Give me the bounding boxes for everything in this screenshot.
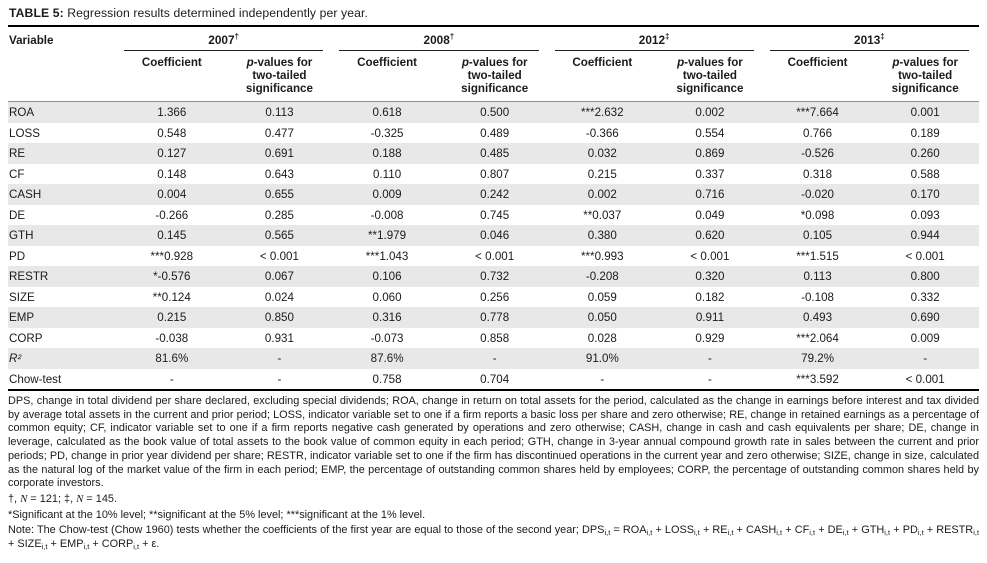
value-cell: 0.690 (910, 311, 940, 324)
value-cell: 0.148 (157, 167, 187, 181)
variable-label: EMP (9, 311, 35, 324)
table-row (8, 266, 979, 287)
double-dagger-mark: ‡ (665, 32, 670, 42)
value-cell: -0.366 (585, 126, 619, 140)
value-cell: 0.732 (480, 270, 510, 283)
value-cell: 0.380 (587, 229, 617, 242)
value-cell: 0.800 (910, 270, 940, 283)
value-cell: 1.366 (157, 106, 187, 119)
variable-label: SIZE (9, 290, 35, 304)
value-cell: 0.318 (803, 167, 833, 181)
variable-label: CF (9, 167, 25, 181)
table-row (8, 123, 979, 144)
value-cell: 0.766 (803, 126, 833, 140)
column-header-coefficient: Coefficient (549, 51, 657, 102)
value-cell: 0.618 (372, 106, 402, 119)
column-header-coefficient: Coefficient (333, 51, 441, 102)
value-cell: 0.850 (264, 311, 294, 324)
value-cell: ***0.993 (581, 249, 624, 263)
year-label: 2007 (208, 33, 235, 47)
value-cell: < 0.001 (690, 249, 730, 263)
value-cell: 0.691 (264, 147, 294, 160)
value-cell: 0.620 (695, 229, 725, 242)
value-cell: 0.032 (587, 147, 617, 160)
value-cell: 0.028 (587, 331, 617, 345)
value-cell: - (492, 352, 497, 365)
value-cell: -0.325 (370, 126, 404, 140)
value-cell: ***3.592 (764, 369, 872, 391)
value-cell: 0.215 (587, 167, 617, 181)
value-cell: 0.643 (264, 167, 294, 181)
value-cell: - (923, 352, 928, 365)
value-cell: 0.113 (803, 270, 832, 283)
value-cell: 0.332 (910, 290, 940, 304)
value-cell: 0.105 (803, 229, 833, 242)
table-row (8, 143, 979, 164)
double-dagger-mark: ‡ (880, 32, 885, 42)
value-cell: 0.704 (441, 369, 549, 391)
year-group-2012 (549, 27, 764, 51)
value-cell: - (226, 369, 334, 391)
value-cell: 0.256 (480, 290, 510, 304)
table-footnotes (8, 391, 979, 552)
table-body (8, 102, 979, 391)
value-cell: 0.260 (910, 147, 940, 160)
value-cell: < 0.001 (905, 249, 945, 263)
regression-formula: $DPS_{i,t} = ROA_{i,t}$ + $LOSS_{i,t} + RE_{i,t}$ + $CASH_{i,t} + CF_{i,t} + DE_{i,t} + GTH_{i,t} + PD_{i,t}$ + $RESTR_{i,t}$ + $SIZE_{i,t} + EMP_{i,t}$ + $CORP_{i,t} + \varepsilon$. (8, 524, 980, 552)
year-label: 2012 (638, 33, 666, 47)
value-cell: -0.108 (801, 290, 834, 304)
value-cell: - (549, 369, 657, 391)
value-cell: 0.050 (587, 311, 617, 324)
column-header-coefficient: Coefficient (764, 51, 872, 102)
value-cell: 0.778 (480, 311, 510, 324)
value-cell: 0.931 (264, 331, 294, 345)
footnote-significance-levels: *Significant at the 10% level; **significant at the 5% level; ***significant at the 1% level. (8, 508, 426, 521)
table-number-label: TABLE 5: (9, 6, 64, 20)
value-cell: **1.979 (368, 229, 407, 242)
value-cell: ***7.664 (796, 106, 839, 119)
value-cell: *-0.576 (153, 270, 191, 283)
variable-label: PD (9, 249, 26, 263)
value-cell: ***2.064 (796, 331, 839, 345)
column-header-pvalues: p-values for two-tailed significance (656, 51, 764, 102)
value-cell: 0.215 (157, 311, 187, 324)
value-cell: 0.002 (695, 106, 725, 119)
value-cell: 0.182 (695, 290, 725, 304)
regression-results-table (8, 27, 979, 391)
table-row (8, 184, 979, 205)
year-label: 2008 (423, 33, 450, 47)
value-cell: 0.858 (480, 331, 510, 345)
table-row (8, 287, 979, 308)
value-cell: 0.242 (480, 188, 510, 201)
value-cell: -0.008 (370, 208, 404, 222)
year-label: 2013 (854, 33, 881, 47)
value-cell: 0.745 (480, 208, 510, 222)
value-cell: 0.316 (372, 311, 402, 324)
value-cell: 0.004 (157, 188, 187, 201)
value-cell: 0.911 (695, 311, 725, 324)
value-cell: 0.944 (910, 229, 940, 242)
value-cell: 0.477 (264, 126, 294, 140)
value-cell: 0.588 (910, 167, 940, 181)
value-cell: 81.6% (155, 352, 189, 365)
value-cell: - (708, 352, 712, 365)
value-cell: ***0.928 (150, 249, 194, 263)
variable-label: R² (9, 352, 22, 365)
year-header-row (8, 27, 979, 51)
value-cell: - (277, 352, 282, 365)
value-cell: 91.0% (585, 352, 619, 365)
value-cell: 0.001 (910, 106, 940, 119)
footnote-chow-note: Note: The Chow-test (Chow 1960) tests whether the coefficients of the first year are equal to those of the second year; $DPS_{i,t} = ROA_{i,t}$ + $LOSS_{i,t} + RE_{i,t}$ + $CASH_{i,t} + CF_{i,t} + DE_{i,t} + GTH_{i,t} + PD_{i,t}$ + $RESTR_{i,t}$ + $SIZE_{i,t} + EMP_{i,t}$ + $CORP_{i,t} + \varepsilon$. (8, 524, 980, 552)
year-group-2007 (118, 27, 333, 51)
value-cell: -0.208 (585, 270, 619, 283)
year-group-2013 (764, 27, 979, 51)
value-cell: 0.758 (333, 369, 441, 391)
column-header-variable: Variable (8, 27, 118, 102)
value-cell: 0.049 (695, 208, 725, 222)
table-row (8, 369, 979, 391)
value-cell: -0.526 (801, 147, 834, 160)
value-cell: -0.020 (801, 188, 834, 201)
value-cell: 0.170 (910, 188, 940, 201)
variable-label: LOSS (9, 126, 40, 140)
table-row (8, 328, 979, 349)
value-cell: 0.093 (910, 208, 940, 222)
table-row (8, 102, 979, 123)
value-cell: 0.110 (372, 167, 402, 181)
value-cell: 0.285 (264, 208, 294, 222)
variable-label: DE (9, 208, 26, 222)
value-cell: 0.493 (803, 311, 833, 324)
variable-label: ROA (9, 106, 35, 119)
table-row (8, 246, 979, 267)
value-cell: - (118, 369, 226, 391)
value-cell: -0.038 (155, 331, 189, 345)
value-cell: 0.807 (480, 167, 510, 181)
value-cell: 79.2% (801, 352, 834, 365)
variable-label: GTH (9, 229, 34, 242)
variable-label: RE (9, 147, 26, 160)
value-cell: 0.554 (695, 126, 725, 140)
value-cell: < 0.001 (871, 369, 979, 391)
value-cell: - (656, 369, 764, 391)
value-cell: -0.266 (155, 208, 189, 222)
variable-label: CORP (9, 331, 43, 345)
n-symbol: N (20, 492, 28, 505)
year-group-2008 (333, 27, 548, 51)
table-title (8, 0, 979, 27)
column-header-pvalues: p-values for two-tailed significance (441, 51, 549, 102)
value-cell: 0.565 (264, 229, 294, 242)
table-row (8, 307, 979, 328)
value-cell: 0.059 (587, 290, 617, 304)
table-row (8, 205, 979, 226)
value-cell: 0.485 (480, 147, 510, 160)
value-cell: 0.024 (264, 290, 294, 304)
value-cell: 0.188 (372, 147, 402, 160)
value-cell: < 0.001 (475, 249, 515, 263)
value-cell: 0.046 (480, 229, 510, 242)
column-header-coefficient: Coefficient (118, 51, 226, 102)
table-row (8, 348, 979, 369)
value-cell: 0.320 (695, 270, 725, 283)
table-title-text: Regression results determined independently per year. (67, 6, 368, 20)
variable-label: CASH (9, 188, 42, 201)
table-row (8, 225, 979, 246)
value-cell: 0.009 (372, 188, 402, 201)
value-cell: -0.073 (370, 331, 404, 345)
value-cell: 0.716 (695, 188, 725, 201)
value-cell: 0.189 (910, 126, 940, 140)
column-header-pvalues: p-values for two-tailed significance (226, 51, 334, 102)
value-cell: 0.002 (587, 188, 617, 201)
value-cell: 0.500 (480, 106, 510, 119)
value-cell: 0.929 (695, 331, 725, 345)
value-cell: 87.6% (370, 352, 404, 365)
footnote-sample-sizes: †, N = 121; ‡, N = 145. (8, 492, 117, 505)
value-cell: **0.037 (583, 208, 622, 222)
dagger-mark: † (449, 32, 455, 42)
value-cell: 0.548 (157, 126, 187, 140)
value-cell: 0.060 (372, 290, 402, 304)
value-cell: 0.869 (695, 147, 725, 160)
value-cell: 0.127 (157, 147, 187, 160)
value-cell: ***1.515 (796, 249, 839, 263)
subheader-row (8, 51, 979, 102)
value-cell: 0.655 (264, 188, 294, 201)
table-row (8, 164, 979, 185)
value-cell: 0.489 (480, 126, 510, 140)
footnote-variable-definitions: DPS, change in total dividend per share declared, excluding special dividends; ROA, change in return on total assets for the period, calculated as the change in earnings before interest and tax divided by average total assets in the current and prior period; LOSS, indicator variable set to one if a firm reports a basic loss per share and zero otherwise; RE, change in retained earnings as a percentage of common equity; CF, indicator variable set to one if a firm reports negative cash generated by operations and zero otherwise; CASH, change in cash and cash equivalents per share; DE, change in leverage, calculated as the book value of total assets to the book value of common equity in each period; GTH, change in 3-year annual compound growth rate in sales between the current and prior periods; PD, change in prior year dividend per share; RESTR, indicator variable set to one if the firm has discontinued operations in the current year and zero otherwise; SIZE, change in size, calculated as the natural log of the market value of the firm in each period; EMP, the percentage of outstanding common shares held by employees; CORP, the percentage of outstanding common shares held by corporate investors. (8, 395, 979, 490)
value-cell: **0.124 (152, 290, 191, 304)
n-symbol: N (76, 492, 84, 505)
column-header-pvalues: p-values for two-tailed significance (871, 51, 979, 102)
variable-label: RESTR (9, 270, 49, 283)
value-cell: 0.009 (910, 331, 940, 345)
table-header (8, 27, 979, 102)
value-cell: ***2.632 (581, 106, 624, 119)
dagger-mark: † (234, 32, 239, 42)
value-cell: 0.067 (264, 270, 294, 283)
value-cell: 0.145 (157, 229, 187, 242)
value-cell: *0.098 (800, 208, 835, 222)
value-cell: 0.113 (265, 106, 294, 119)
value-cell: ***1.043 (365, 249, 409, 263)
value-cell: < 0.001 (259, 249, 299, 263)
value-cell: 0.337 (695, 167, 725, 181)
value-cell: 0.106 (372, 270, 402, 283)
variable-label: Chow-test (8, 369, 118, 391)
